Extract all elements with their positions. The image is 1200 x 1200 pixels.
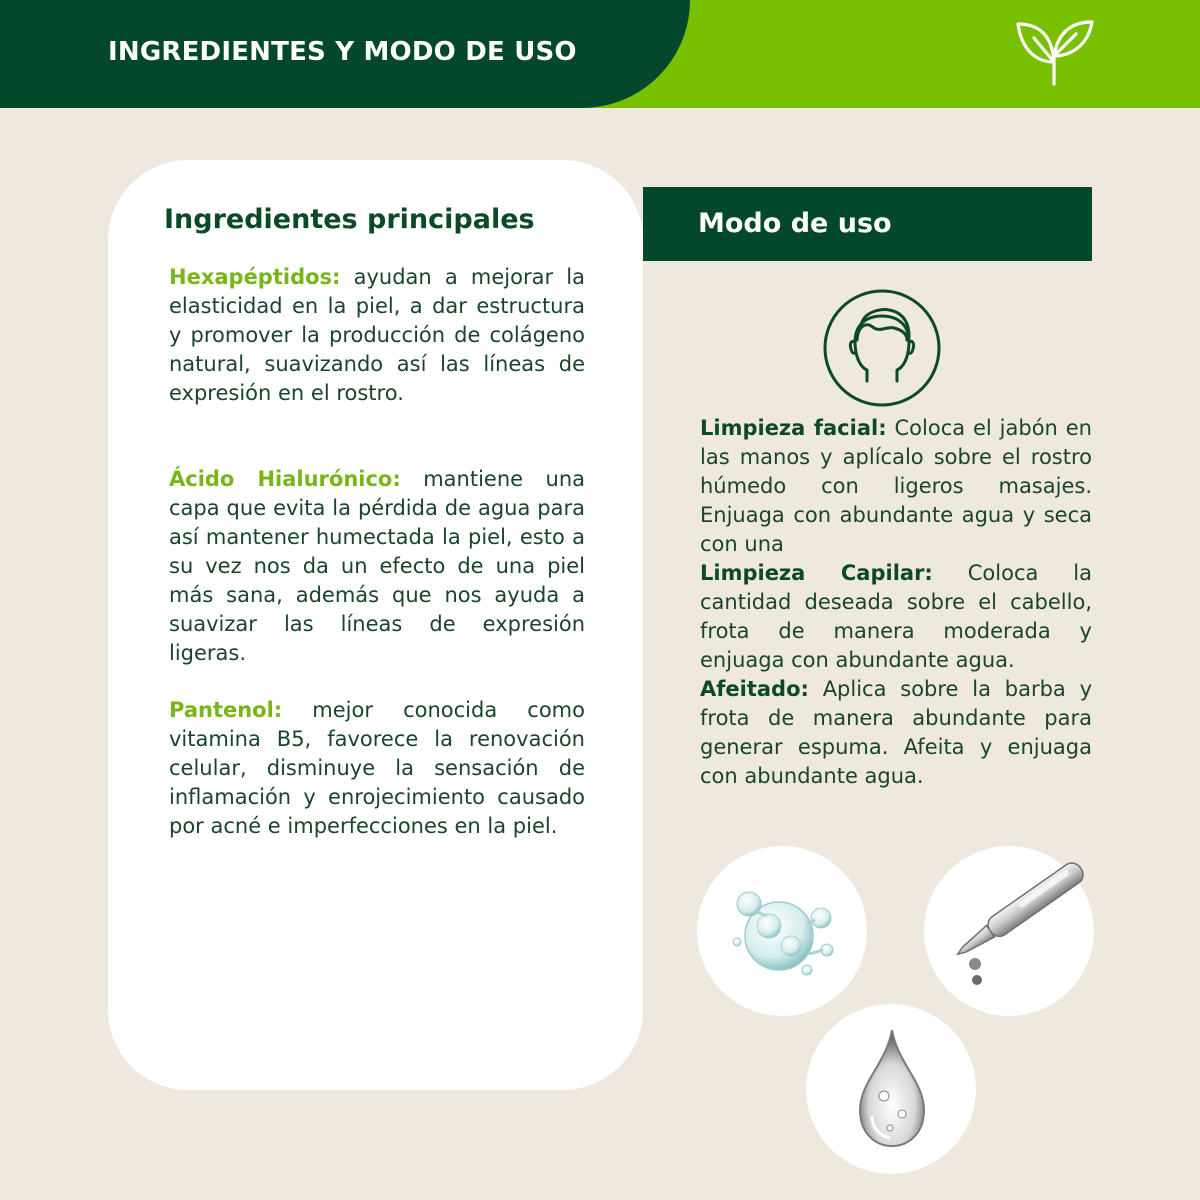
ingredients-card: [108, 160, 643, 1090]
water-drop-image: [806, 1004, 976, 1174]
ingredient-description: mejor conocida como vitamina B5, favorece la renovación celular, disminuye la sensación de inflamación y enrojecimiento causado por acné e imperfecciones en la piel.: [169, 698, 585, 838]
usage-steps: [700, 414, 1092, 791]
face-icon: [822, 288, 942, 408]
ingredient-hexapeptidos: [169, 263, 585, 408]
ingredient-description: mantiene una capa que evita la pérdida de agua para así mantener humectada la piel, esto a su vez nos da un efecto de una piel más sana, además que nos ayuda a suavizar las líneas de expresión ligeras.: [169, 467, 585, 665]
ingredients-heading: Ingredientes principales: [164, 204, 535, 235]
step-name: Limpieza facial:: [700, 416, 887, 440]
usage-step-limpieza-facial: [700, 414, 1092, 559]
ingredient-description: ayudan a mejorar la elasticidad en la piel, a dar estructura y promover la producción de colágeno natural, suavizando así las líneas de expresión en el rostro.: [169, 265, 585, 405]
usage-header: [643, 187, 1092, 261]
dropper-image: [924, 846, 1094, 1016]
ingredient-name: Pantenol:: [169, 698, 283, 722]
ingredient-pantenol: [169, 696, 585, 841]
usage-step-afeitado: [700, 675, 1092, 791]
molecule-bubbles-image: [697, 846, 867, 1016]
step-description: Coloca la cantidad deseada sobre el cabello, frota de manera moderada y enjuaga con abundante agua.: [700, 561, 1092, 672]
leaf-icon: [1012, 16, 1096, 88]
step-description: Aplica sobre la barba y frota de manera abundante para generar espuma. Afeita y enjuaga con abundante agua.: [700, 677, 1092, 788]
ingredient-name: Hexapéptidos:: [169, 265, 341, 289]
ingredient-acido-hialuronico: [169, 465, 585, 668]
ingredient-name: Ácido Hialurónico:: [169, 467, 401, 491]
usage-heading: Modo de uso: [698, 208, 892, 239]
usage-step-limpieza-capilar: [700, 559, 1092, 675]
page-title: INGREDIENTES Y MODO DE USO: [108, 37, 577, 67]
step-name: Limpieza Capilar:: [700, 561, 933, 585]
step-name: Afeitado:: [700, 677, 809, 701]
header-bar: [0, 0, 1200, 108]
step-description: Coloca el jabón en las manos y aplícalo sobre el rostro húmedo con ligeros masajes. Enjuaga con abundante agua y seca con una: [700, 416, 1092, 556]
